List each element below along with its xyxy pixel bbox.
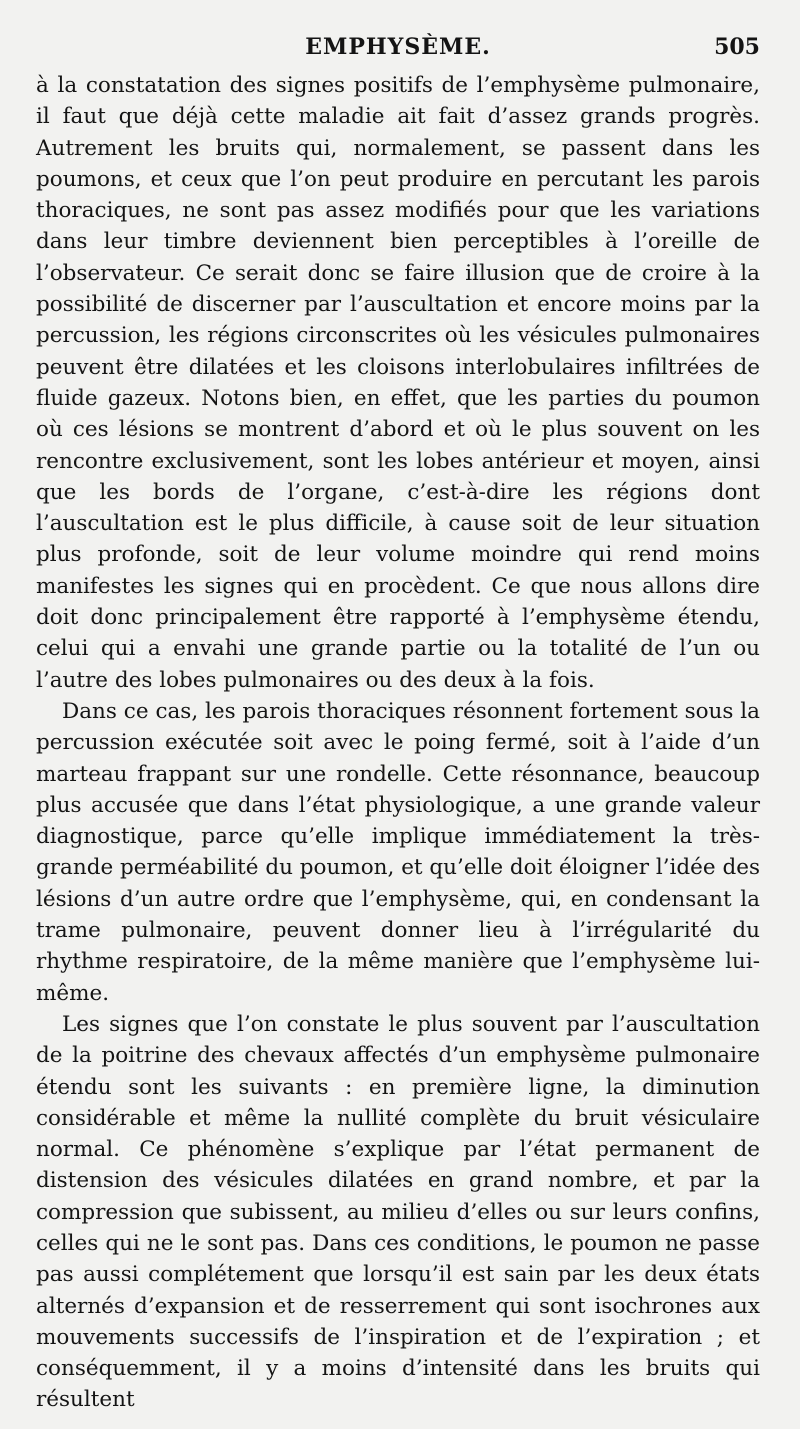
page-header	[36, 30, 760, 70]
paragraph-3: Les signes que l’on constate le plus souvent par l’auscultation de la poitrine des chevaux affectés d’un emphysème pulmonaire étendu sont les suivants : en première ligne, la diminution considérable et même la nullité complète du bruit vésiculaire normal. Ce phénomène s’explique par l’état permanent de distension des vésicules dilatées en grand nombre, et par la compression que subissent, au milieu d’elles ou sur leurs confins, celles qui ne le sont pas. Dans ces conditions, le poumon ne passe pas aussi complétement que lorsqu’il est sain par les deux états alternés d’expansion et de resserrement qui sont isochrones aux mouvements successifs de l’inspiration et de l’expiration ; et conséquemment, il y a moins d’intensité dans les bruits qui résultent	[36, 1011, 760, 1413]
page-number: 505	[714, 34, 760, 60]
running-title: EMPHYSÈME.	[305, 34, 491, 60]
body-text	[36, 70, 760, 1416]
paragraph-2: Dans ce cas, les parois thoraciques résonnent fortement sous la percussion exécutée soit avec le poing fermé, soit à l’aide d’un marteau frappant sur une rondelle. Cette résonnance, beaucoup plus accusée que dans l’état physiologique, a une grande valeur diagnostique, parce qu’elle implique immédiatement la très-grande perméabilité du poumon, et qu’elle doit éloigner l’idée des lésions d’un autre ordre que l’emphysème, qui, en condensant la trame pulmonaire, peuvent donner lieu à l’irrégularité du rhythme respiratoire, de la même manière que l’emphysème lui-même.	[36, 698, 760, 1006]
paragraph-1: à la constatation des signes positifs de l’emphysème pulmonaire, il faut que déjà cette maladie ait fait d’assez grands progrès. Autrement les bruits qui, normalement, se passent dans les poumons, et ceux que l’on peut produire en percutant les parois thoraciques, ne sont pas assez modifiés pour que les variations dans leur timbre deviennent bien perceptibles à l’oreille de l’observateur. Ce serait donc se faire illusion que de croire à la possibilité de discerner par l’auscultation et encore moins par la percussion, les régions circonscrites où les vésicules pulmonaires peuvent être dilatées et les cloisons interlobulaires infiltrées de fluide gazeux. Notons bien, en effet, que les parties du poumon où ces lésions se montrent d’abord et où le plus souvent on les rencontre exclusivement, sont les lobes antérieur et moyen, ainsi que les bords de l’organe, c’est-à-dire les régions dont l’auscultation est le plus difficile, à cause soit de leur situation plus profonde, soit de leur volume moindre qui rend moins manifestes les signes qui en procèdent. Ce que nous allons dire doit donc principalement être rapporté à l’emphysème étendu, celui qui a envahi une grande partie ou la totalité de l’un ou l’autre des lobes pulmonaires ou des deux à la fois.	[36, 73, 760, 693]
